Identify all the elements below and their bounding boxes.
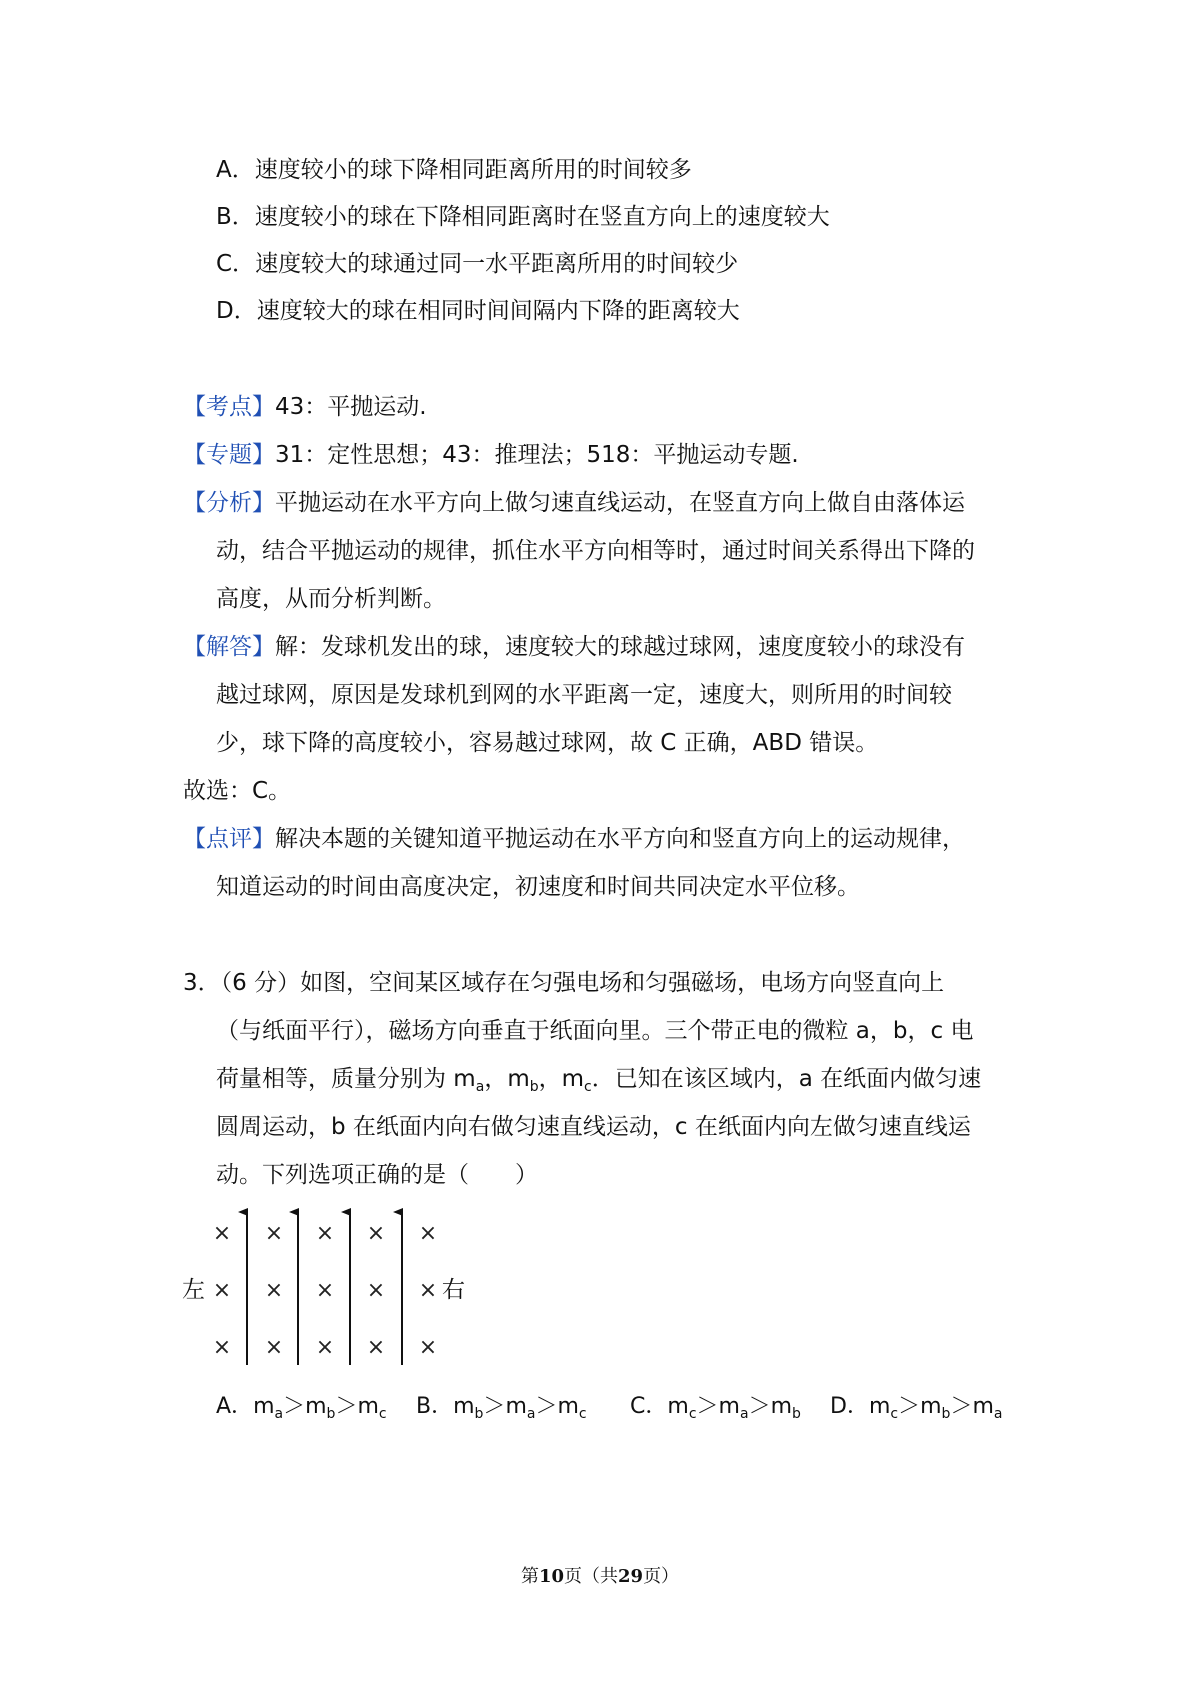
left-label: 左 bbox=[182, 1277, 205, 1303]
cross-mark: × bbox=[418, 1278, 438, 1303]
page-footer: 第10页（共29页） bbox=[520, 1566, 680, 1587]
fenxi-line-1: 【分析】平抛运动在水平方向上做匀速直线运动，在竖直方向上做自由落体运 bbox=[183, 490, 965, 516]
field-diagram bbox=[180, 1200, 500, 1370]
page-total: 29 bbox=[618, 1566, 644, 1587]
page-number: 10 bbox=[538, 1566, 564, 1587]
option-c: C．速度较大的球通过同一水平距离所用的时间较少 bbox=[216, 251, 739, 277]
cross-mark: × bbox=[315, 1221, 335, 1246]
kaodian: 【考点】43：平抛运动. bbox=[183, 394, 427, 420]
dianping-line-1: 【点评】解决本题的关键知道平抛运动在水平方向和竖直方向上的运动规律， bbox=[183, 826, 965, 852]
option-a: A．速度较小的球下降相同距离所用的时间较多 bbox=[216, 157, 692, 183]
q3-line-3: 荷量相等，质量分别为 $m_a$，$m_b$，$m_c$．已知在该区域内，a 在纸面内做匀速 bbox=[216, 1066, 982, 1095]
cross-mark: × bbox=[212, 1221, 232, 1246]
cross-mark: × bbox=[212, 1335, 232, 1360]
cross-mark: × bbox=[315, 1278, 335, 1303]
cross-mark: × bbox=[418, 1221, 438, 1246]
answer-c: C．$m_c>m_a>m_b$ bbox=[630, 1394, 801, 1422]
option-d: D．速度较大的球在相同时间间隔内下降的距离较大 bbox=[216, 298, 740, 324]
guxuan: 故选：C。 bbox=[183, 778, 292, 804]
q3-line-4: 圆周运动，b 在纸面内向右做匀速直线运动，c 在纸面内向左做匀速直线运 bbox=[216, 1114, 971, 1140]
cross-mark: × bbox=[264, 1335, 284, 1360]
cross-mark: × bbox=[366, 1335, 386, 1360]
answer-a: A．$m_a>m_b>m_c$ bbox=[216, 1394, 387, 1422]
jieda-line-3: 少，球下降的高度较小，容易越过球网，故 C 正确，ABD 错误。 bbox=[216, 730, 879, 756]
fenxi-line-3: 高度，从而分析判断。 bbox=[216, 586, 446, 612]
option-b: B．速度较小的球在下降相同距离时在竖直方向上的速度较大 bbox=[216, 204, 830, 230]
jieda-line-2: 越过球网，原因是发球机到网的水平距离一定，速度大，则所用的时间较 bbox=[216, 682, 952, 708]
cross-mark: × bbox=[264, 1278, 284, 1303]
cross-mark: × bbox=[315, 1335, 335, 1360]
answer-d: D．$m_c>m_b>m_a$ bbox=[830, 1394, 1003, 1422]
q3-line-1: 3．（6 分）如图，空间某区域存在匀强电场和匀强磁场，电场方向竖直向上 bbox=[183, 970, 945, 996]
fenxi-line-2: 动，结合平抛运动的规律，抓住水平方向相等时，通过时间关系得出下降的 bbox=[216, 538, 975, 564]
dianping-line-2: 知道运动的时间由高度决定，初速度和时间共同决定水平位移。 bbox=[216, 874, 860, 900]
q3-line-2: （与纸面平行），磁场方向垂直于纸面向里。三个带正电的微粒 a，b，c 电 bbox=[216, 1018, 974, 1044]
q3-line-5: 动。下列选项正确的是（ ） bbox=[216, 1162, 538, 1188]
cross-mark: × bbox=[418, 1335, 438, 1360]
cross-mark: × bbox=[366, 1221, 386, 1246]
cross-mark: × bbox=[366, 1278, 386, 1303]
cross-mark: × bbox=[212, 1278, 232, 1303]
right-label: 右 bbox=[442, 1277, 465, 1303]
cross-mark: × bbox=[264, 1221, 284, 1246]
answer-b: B．$m_b>m_a>m_c$ bbox=[416, 1394, 587, 1422]
zhuanti: 【专题】31：定性思想；43：推理法；518：平抛运动专题. bbox=[183, 442, 799, 468]
jieda-line-1: 【解答】解：发球机发出的球，速度较大的球越过球网，速度度较小的球没有 bbox=[183, 634, 965, 660]
